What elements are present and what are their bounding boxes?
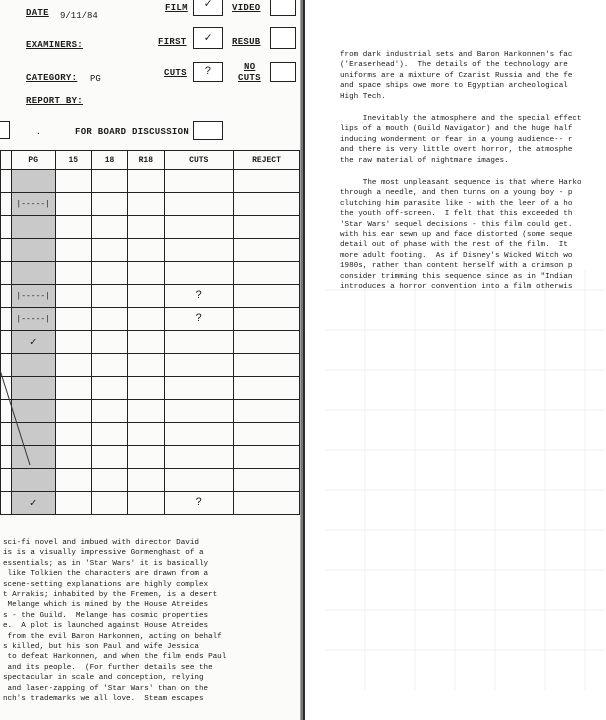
text-line: through a needle, and then turns on a young boy - p <box>340 189 573 198</box>
table-cell-18 <box>91 216 127 239</box>
table-cell-cuts <box>164 170 234 193</box>
video-checkbox <box>270 0 296 16</box>
text-line: 'Star Wars' sequel decisions - this film could get. <box>340 220 573 229</box>
text-line: High Tech. <box>340 92 386 101</box>
table-header-pg: PG <box>11 151 55 170</box>
table-row <box>1 400 300 423</box>
table-cell-15 <box>55 400 91 423</box>
report-by-label: REPORT BY: <box>26 96 84 106</box>
table-cell-18 <box>91 170 127 193</box>
table-cell-18 <box>91 469 127 492</box>
table-cell-cuts <box>164 423 234 446</box>
partial-checkbox <box>0 121 10 139</box>
paragraph-unpleasant-sequence <box>340 178 582 292</box>
table-row <box>1 354 300 377</box>
table-cell-15 <box>55 469 91 492</box>
table-cell-18 <box>91 446 127 469</box>
category-label: CATEGORY: <box>26 73 78 83</box>
text-line: lips of a mouth (Guild Navigator) and the huge half <box>340 125 573 134</box>
table-cell-r18 <box>128 216 164 239</box>
classification-table <box>0 150 300 515</box>
table-header-reject: REJECT <box>234 151 300 170</box>
table-cell-reject <box>234 262 300 285</box>
text-line: introduces a horror convention into a film otherwis <box>340 283 573 292</box>
text-line: consider trimming this sequence since as in "Indian <box>340 272 573 281</box>
paragraph-atmosphere <box>340 114 582 166</box>
cuts-question-mark: ? <box>204 66 212 78</box>
table-cell-blank <box>1 193 12 216</box>
table-cell-r18 <box>128 170 164 193</box>
bracket-diagonal-line <box>0 370 40 480</box>
text-line: ('Eraserhead'). The details of the technology are <box>340 61 568 70</box>
table-cell-reject <box>234 308 300 331</box>
film-check-mark: ✓ <box>204 0 212 11</box>
table-cell-pg <box>11 308 55 331</box>
table-cell-reject <box>234 331 300 354</box>
text-line: to defeat Harkonnen, and when the film ends Paul <box>3 653 227 662</box>
table-cell-18 <box>91 262 127 285</box>
table-cell-15 <box>55 262 91 285</box>
table-cell-15 <box>55 423 91 446</box>
table-cell-blank <box>1 331 12 354</box>
table-row <box>1 262 300 285</box>
table-cell-pg <box>11 216 55 239</box>
table-cell-pg <box>11 492 55 515</box>
table-cell-18 <box>91 423 127 446</box>
table-cell-pg <box>11 285 55 308</box>
table-cell-reject <box>234 423 300 446</box>
text-line: the raw material of nightmare images. <box>340 156 509 165</box>
table-cell-r18 <box>128 331 164 354</box>
table-row <box>1 193 300 216</box>
table-row <box>1 377 300 400</box>
text-line: and there is very little overt horror, the atmosphe <box>340 146 573 155</box>
text-line: The most unpleasant sequence is that where Harko <box>340 179 582 187</box>
table-row <box>1 423 300 446</box>
report-continuation-page <box>303 0 606 720</box>
date-label: DATE <box>26 8 49 18</box>
table-cell-r18 <box>128 354 164 377</box>
table-row <box>1 492 300 515</box>
table-cell-blank <box>1 492 12 515</box>
text-line: is is a visually impressive Gormenghast of a <box>3 549 204 558</box>
text-line: more adult footing. As if Disney's Wicked Witch wo <box>340 251 573 260</box>
table-cell-18 <box>91 377 127 400</box>
text-line: Inevitably the atmosphere and the special effect <box>340 115 582 123</box>
table-cell-r18 <box>128 377 164 400</box>
table-cell-cuts <box>164 331 234 354</box>
table-row <box>1 331 300 354</box>
question-mark: ? <box>195 497 203 509</box>
table-cell-15 <box>55 285 91 308</box>
text-line: like Tolkien the characters are drawn from a <box>3 570 209 579</box>
table-cell-pg <box>11 170 55 193</box>
text-line: s killed, but his son Paul and wife Jessica <box>3 643 199 652</box>
table-cell-18 <box>91 331 127 354</box>
text-line: from the evil Baron Harkonnen, acting on behalf <box>3 632 222 641</box>
table-cell-15 <box>55 170 91 193</box>
table-cell-cuts <box>164 377 234 400</box>
first-check-mark: ✓ <box>204 31 212 45</box>
table-row <box>1 308 300 331</box>
table-cell-15 <box>55 331 91 354</box>
table-cell-r18 <box>128 308 164 331</box>
table-cell-blank <box>1 308 12 331</box>
table-cell-reject <box>234 354 300 377</box>
text-line: and laser-zapping of 'Star Wars' than on the <box>3 684 209 693</box>
text-line: essentials; as in 'Star Wars' it is basically <box>3 559 209 568</box>
text-line: and space ships owe more to Egyptian archeological <box>340 82 568 91</box>
table-cell-cuts <box>164 216 234 239</box>
table-header-blank <box>1 151 12 170</box>
table-cell-15 <box>55 193 91 216</box>
table-cell-cuts <box>164 285 234 308</box>
table-cell-blank <box>1 285 12 308</box>
cuts-checkbox <box>193 62 223 82</box>
text-line: t Arrakis; inhabited by the Fremen, is a desert <box>3 591 218 600</box>
dot-mark: . <box>36 128 42 137</box>
text-line: with his ear sewn up and face distorted (some seque <box>340 231 573 240</box>
table-header-r18: R18 <box>128 151 164 170</box>
table-cell-18 <box>91 285 127 308</box>
table-row <box>1 239 300 262</box>
table-cell-r18 <box>128 239 164 262</box>
table-row <box>1 446 300 469</box>
paragraph-sets <box>340 50 572 102</box>
table-cell-pg <box>11 331 55 354</box>
table-cell-r18 <box>128 285 164 308</box>
text-line: from dark industrial sets and Baron Harkonnen's fac <box>340 51 573 59</box>
table-cell-reject <box>234 216 300 239</box>
text-line: sci-fi novel and imbued with director David <box>3 539 199 547</box>
table-row <box>1 285 300 308</box>
table-row <box>1 469 300 492</box>
table-cell-cuts <box>164 400 234 423</box>
resub-checkbox <box>270 27 296 49</box>
table-cell-15 <box>55 446 91 469</box>
table-cell-blank <box>1 239 12 262</box>
table-cell-pg <box>11 239 55 262</box>
table-cell-reject <box>234 193 300 216</box>
table-cell-cuts <box>164 193 234 216</box>
film-label: FILM <box>165 3 188 13</box>
text-line: scene-setting explanations are highly complex <box>3 580 209 589</box>
table-cell-15 <box>55 308 91 331</box>
table-cell-15 <box>55 239 91 262</box>
table-cell-blank <box>1 170 12 193</box>
text-line: s - the Guild. Melange has cosmic properties <box>3 611 209 620</box>
table-cell-18 <box>91 239 127 262</box>
check-mark: ✓ <box>29 498 37 510</box>
board-discussion-checkbox <box>193 121 223 140</box>
board-discussion-label: FOR BOARD DISCUSSION <box>75 127 190 137</box>
question-mark: ? <box>195 313 203 325</box>
table-cell-pg <box>11 193 55 216</box>
table-cell-reject <box>234 239 300 262</box>
table-cell-reject <box>234 170 300 193</box>
table-cell-15 <box>55 492 91 515</box>
table-cell-r18 <box>128 469 164 492</box>
table-cell-r18 <box>128 492 164 515</box>
table-cell-cuts <box>164 262 234 285</box>
table-cell-r18 <box>128 446 164 469</box>
summary-paragraph <box>3 538 226 705</box>
table-cell-reject <box>234 446 300 469</box>
table-cell-r18 <box>128 400 164 423</box>
range-mark: |-----| <box>16 199 50 209</box>
text-line: Melange which is mined by the House Atreides <box>3 601 209 610</box>
classification-form-page <box>0 0 302 720</box>
table-row <box>1 216 300 239</box>
text-line: uniforms are a mixture of Czarist Russia and the fe <box>340 71 573 80</box>
table-cell-18 <box>91 308 127 331</box>
range-mark: |-----| <box>16 314 50 324</box>
date-value: 9/11/84 <box>60 11 98 21</box>
question-mark: ? <box>195 290 203 302</box>
table-cell-pg <box>11 262 55 285</box>
table-cell-r18 <box>128 193 164 216</box>
text-line: clutching him parasite like - with the leer of a ho <box>340 199 573 208</box>
text-line: spectacular in scale and conception, relying <box>3 674 204 683</box>
table-cell-reject <box>234 469 300 492</box>
first-checkbox <box>193 27 223 49</box>
resub-label: RESUB <box>232 37 261 47</box>
table-cell-cuts <box>164 239 234 262</box>
table-cell-r18 <box>128 262 164 285</box>
table-cell-blank <box>1 216 12 239</box>
table-cell-reject <box>234 377 300 400</box>
table-header-cuts: CUTS <box>164 151 234 170</box>
table-cell-reject <box>234 492 300 515</box>
table-row <box>1 170 300 193</box>
check-mark: ✓ <box>29 337 37 349</box>
no-cuts-label: CUTS <box>238 73 261 83</box>
table-header-15: 15 <box>55 151 91 170</box>
cuts-label: CUTS <box>164 68 187 78</box>
film-checkbox <box>193 0 223 16</box>
table-cell-15 <box>55 216 91 239</box>
table-cell-18 <box>91 193 127 216</box>
table-cell-cuts <box>164 492 234 515</box>
video-label: VIDEO <box>232 3 261 13</box>
table-cell-reject <box>234 400 300 423</box>
text-line: e. A plot is launched against House Atreides <box>3 622 209 631</box>
table-cell-cuts <box>164 354 234 377</box>
table-cell-15 <box>55 377 91 400</box>
table-header-18: 18 <box>91 151 127 170</box>
no-label: NO <box>244 62 256 72</box>
text-line: inducing wonderment or fear in a young audience-- r <box>340 135 573 144</box>
table-cell-cuts <box>164 469 234 492</box>
text-line: and its people. (For further details see the <box>3 663 213 672</box>
table-cell-reject <box>234 285 300 308</box>
text-line: detail out of phase with the rest of the film. It <box>340 241 568 250</box>
text-line: nch's trademarks we all love. Steam escapes <box>3 695 204 704</box>
table-cell-15 <box>55 354 91 377</box>
no-cuts-checkbox <box>270 62 296 82</box>
table-cell-18 <box>91 400 127 423</box>
table-cell-r18 <box>128 423 164 446</box>
first-label: FIRST <box>158 37 187 47</box>
table-cell-blank <box>1 262 12 285</box>
category-value: PG <box>90 74 101 84</box>
range-mark: |-----| <box>16 291 50 301</box>
examiners-label: EXAMINERS: <box>26 40 84 50</box>
table-cell-cuts <box>164 446 234 469</box>
table-cell-18 <box>91 492 127 515</box>
table-cell-18 <box>91 354 127 377</box>
text-line: 1980s, rather than content herself with a crimson p <box>340 262 573 271</box>
faint-grid-background <box>305 270 606 720</box>
table-cell-cuts <box>164 308 234 331</box>
text-line: the youth off-screen. I felt that this exceeded th <box>340 210 573 219</box>
